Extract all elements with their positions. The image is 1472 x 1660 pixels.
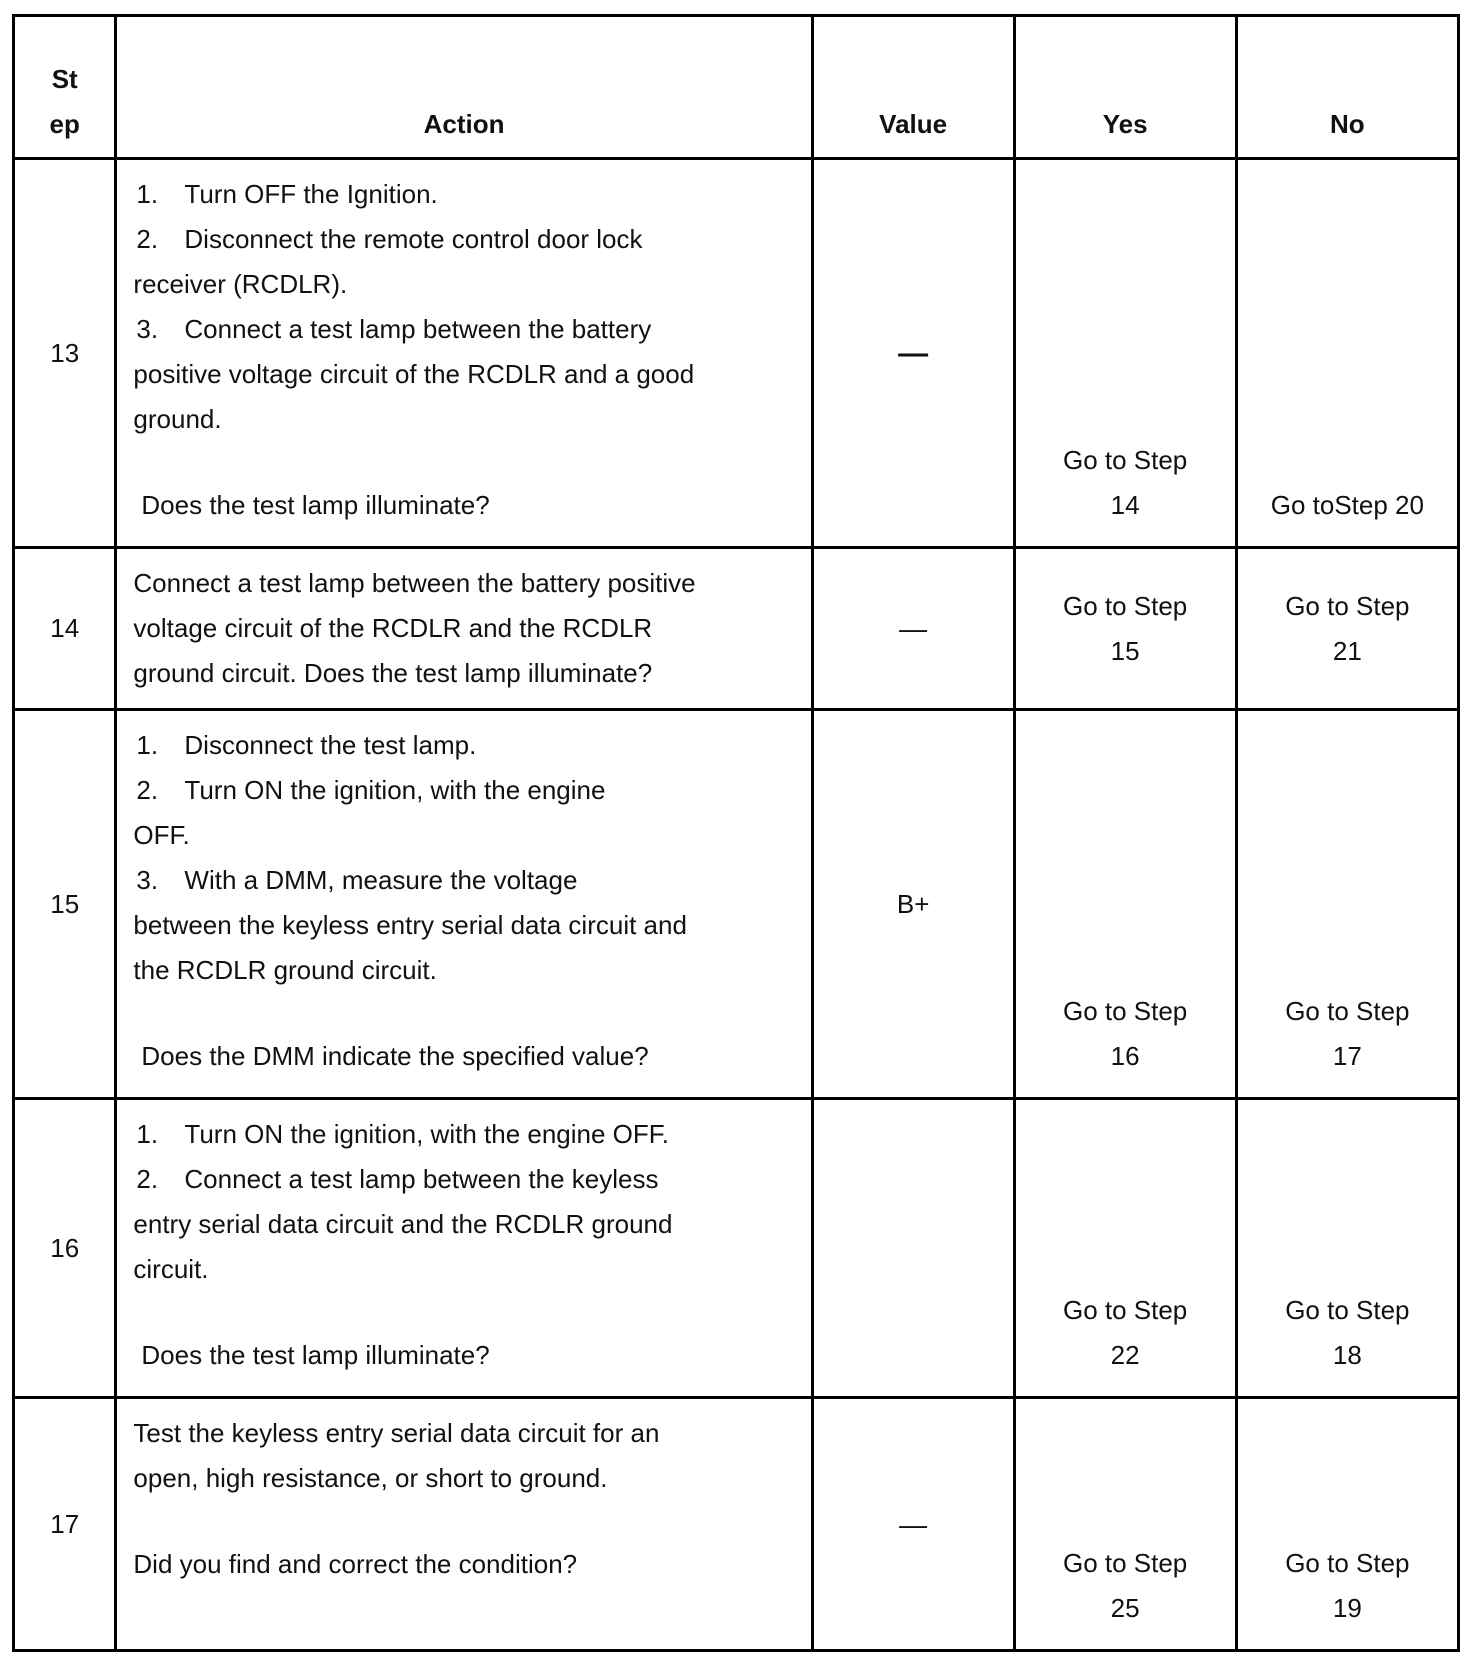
step-number: 16 (14, 1099, 116, 1398)
action-line: 1. Turn ON the ignition, with the engine OFF. (136, 1119, 670, 1149)
action-line: Test the keyless entry serial data circuit for an (133, 1418, 660, 1448)
no-cell: Go toStep 20 (1236, 159, 1458, 548)
value-cell: — (812, 159, 1014, 548)
action-line: between the keyless entry serial data circuit and (133, 910, 687, 940)
no-cell: Go to Step 18 (1236, 1099, 1458, 1398)
header-yes: Yes (1014, 16, 1236, 159)
action-line: 3. Connect a test lamp between the battery (136, 314, 652, 344)
no-cell: Go to Step 17 (1236, 710, 1458, 1099)
action-cell (116, 159, 812, 548)
action-line: entry serial data circuit and the RCDLR ground (133, 1209, 673, 1239)
no-cell: Go to Step 21 (1236, 548, 1458, 710)
action-cell (116, 710, 812, 1099)
action-line: 1. Turn OFF the Ignition. (136, 179, 438, 209)
action-question: Does the test lamp illuminate? (141, 490, 490, 520)
action-cell (116, 1099, 812, 1398)
action-line: receiver (RCDLR). (133, 269, 348, 299)
action-line: ground. (133, 404, 222, 434)
action-line: OFF. (133, 820, 190, 850)
action-question: Does the test lamp illuminate? (141, 1340, 490, 1370)
action-line: voltage circuit of the RCDLR and the RCDLR (133, 613, 653, 643)
action-cell (116, 1398, 812, 1651)
step-number: 15 (14, 710, 116, 1099)
header-step: St ep (14, 16, 116, 159)
yes-cell: Go to Step 15 (1014, 548, 1236, 710)
diagnostic-table (12, 14, 1460, 1652)
yes-cell: Go to Step 25 (1014, 1398, 1236, 1651)
table-row (14, 1099, 1459, 1398)
step-number: 17 (14, 1398, 116, 1651)
step-number: 14 (14, 548, 116, 710)
yes-cell: Go to Step 14 (1014, 159, 1236, 548)
yes-cell: Go to Step 22 (1014, 1099, 1236, 1398)
action-line: circuit. (133, 1254, 209, 1284)
yes-cell: Go to Step 16 (1014, 710, 1236, 1099)
action-question: Did you find and correct the condition? (133, 1549, 578, 1579)
table-row (14, 1398, 1459, 1651)
action-cell (116, 548, 812, 710)
action-line: open, high resistance, or short to ground. (133, 1463, 608, 1493)
value-cell: B+ (812, 710, 1014, 1099)
action-line: ground circuit. Does the test lamp illuminate? (133, 658, 653, 688)
action-line: the RCDLR ground circuit. (133, 955, 437, 985)
table-row (14, 548, 1459, 710)
action-line: 2. Disconnect the remote control door lock (136, 224, 643, 254)
no-cell: Go to Step 19 (1236, 1398, 1458, 1651)
step-number: 13 (14, 159, 116, 548)
table-row (14, 159, 1459, 548)
header-value: Value (812, 16, 1014, 159)
value-cell: — (812, 1398, 1014, 1651)
value-cell (812, 1099, 1014, 1398)
header-row (14, 16, 1459, 159)
header-action: Action (116, 16, 812, 159)
header-no: No (1236, 16, 1458, 159)
value-cell: — (812, 548, 1014, 710)
action-line: 3. With a DMM, measure the voltage (136, 865, 578, 895)
action-line: Connect a test lamp between the battery positive (133, 568, 696, 598)
table-row (14, 710, 1459, 1099)
action-line: positive voltage circuit of the RCDLR and a good (133, 359, 695, 389)
action-line: 1. Disconnect the test lamp. (136, 730, 477, 760)
action-line: 2. Connect a test lamp between the keyless (136, 1164, 659, 1194)
action-question: Does the DMM indicate the specified value? (141, 1041, 649, 1071)
action-line: 2. Turn ON the ignition, with the engine (136, 775, 606, 805)
